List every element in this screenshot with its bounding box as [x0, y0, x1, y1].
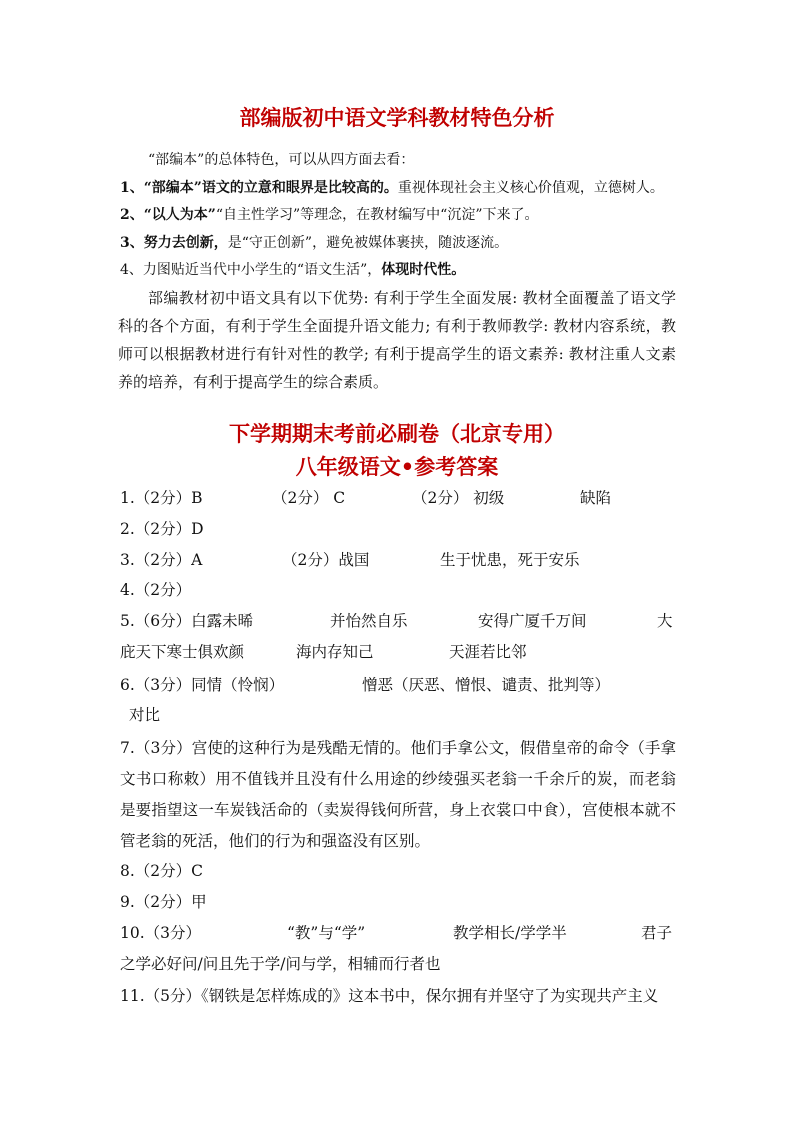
point-2: [120, 205, 539, 225]
answer-4: 4.（2分）: [120, 581, 192, 599]
answer-7: 7.（3分）宫使的这种行为是残酷无情的。他们手拿公文，假借皇帝的命令（手拿文书口称敕）用不值钱并且没有什么用途的纱绫强买老翁一千余斤的炭，而老翁是要指望这一车炭钱活命的（卖炭得钱何所营，身上衣裳口中食），宫使根本就不管老翁的死活，他们的行为和强盗没有区别。: [120, 739, 676, 850]
answer-8: 8.（2分）C: [120, 862, 204, 880]
answer-5-d: 大: [657, 612, 673, 630]
answer-6-b: 憎恶（厌恶、憎恨、谴责、批判等）: [362, 676, 611, 694]
point-4: [120, 260, 465, 280]
point-2-bold: 2、“以人为本”: [120, 207, 216, 223]
answer-5-c: 安得广厦千万间: [478, 612, 587, 630]
answer-3-a: 3.（2分）A: [120, 551, 203, 569]
answer-6-a: 6.（3分）同情（怜悯）: [120, 676, 285, 694]
point-1-text: 重视体现社会主义核心价值观，立德树人。: [397, 180, 664, 196]
answer-3-c: 生于忧患，死于安乐: [440, 551, 580, 569]
point-4-bold: 体现时代性。: [381, 262, 466, 278]
advantages-paragraph: 部编教材初中语文具有以下优势: 有利于学生全面发展: 教材全面覆盖了语文学科的各个方面，有利于学生全面提升语文能力; 有利于教师教学: 教材内容系统，教师可以根据教材进行有针对性的教学; 有利于提高学生的语文素养: 教材注重人文素养的培养，有利于提高学生的综合素质。: [118, 289, 676, 391]
answer-5-e: 庇天下寒士俱欢颜: [120, 643, 245, 661]
answer-6-c: 对比: [129, 706, 161, 724]
point-3-text: 是“守正创新”，避免被媒体裹挟，随波逐流。: [227, 235, 509, 251]
answer-10-a: 10.（3分）: [120, 924, 202, 942]
answer-11: 11.（5分）《钢铁是怎样炼成的》这本书中，保尔拥有并坚守了为实现共产主义: [120, 987, 659, 1005]
answer-1-d: 缺陷: [580, 489, 612, 507]
answer-10-d: 君子: [641, 924, 673, 942]
answer-10-e: 之学必好问/问且先于学/问与学，相辅而行者也: [120, 955, 441, 973]
intro-line: “部编本”的总体特色，可以从四方面去看：: [148, 152, 415, 168]
point-1-bold: 1、“部编本”语文的立意和眼界是比较高的。: [120, 180, 398, 196]
answer-1-c: （2分） 初级: [412, 489, 505, 507]
exam-title: 下学期期末考前必刷卷（北京专用）: [229, 422, 565, 446]
answer-10-c: 教学相长/学学半: [453, 924, 567, 942]
answer-3-b: （2分）战国: [282, 551, 370, 569]
answer-1-a: 1.（2分）B: [120, 489, 203, 507]
answer-1-b: （2分） C: [272, 489, 346, 507]
answer-5-f: 海内存知己: [296, 643, 374, 661]
point-3: [120, 233, 508, 253]
answer-9: 9.（2分）甲: [120, 893, 207, 911]
document-title: 部编版初中语文学科教材特色分析: [239, 106, 555, 130]
answer-5-b: 并怡然自乐: [330, 612, 408, 630]
point-4-text: 4、力图贴近当代中小学生的“语文生活”，: [120, 262, 382, 278]
point-3-bold: 3、努力去创新，: [120, 235, 228, 251]
point-2-text: “自主性学习”等理念，在教材编写中“沉淀”下来了。: [215, 207, 539, 223]
answer-2: 2.（2分）D: [120, 520, 204, 538]
exam-subtitle: 八年级语文•参考答案: [295, 455, 499, 479]
answer-10-b: “教”与“学”: [287, 924, 366, 942]
point-1: [120, 178, 664, 198]
answer-5-a: 5.（6分）白露未晞: [120, 612, 254, 630]
answer-5-g: 天涯若比邻: [449, 643, 527, 661]
